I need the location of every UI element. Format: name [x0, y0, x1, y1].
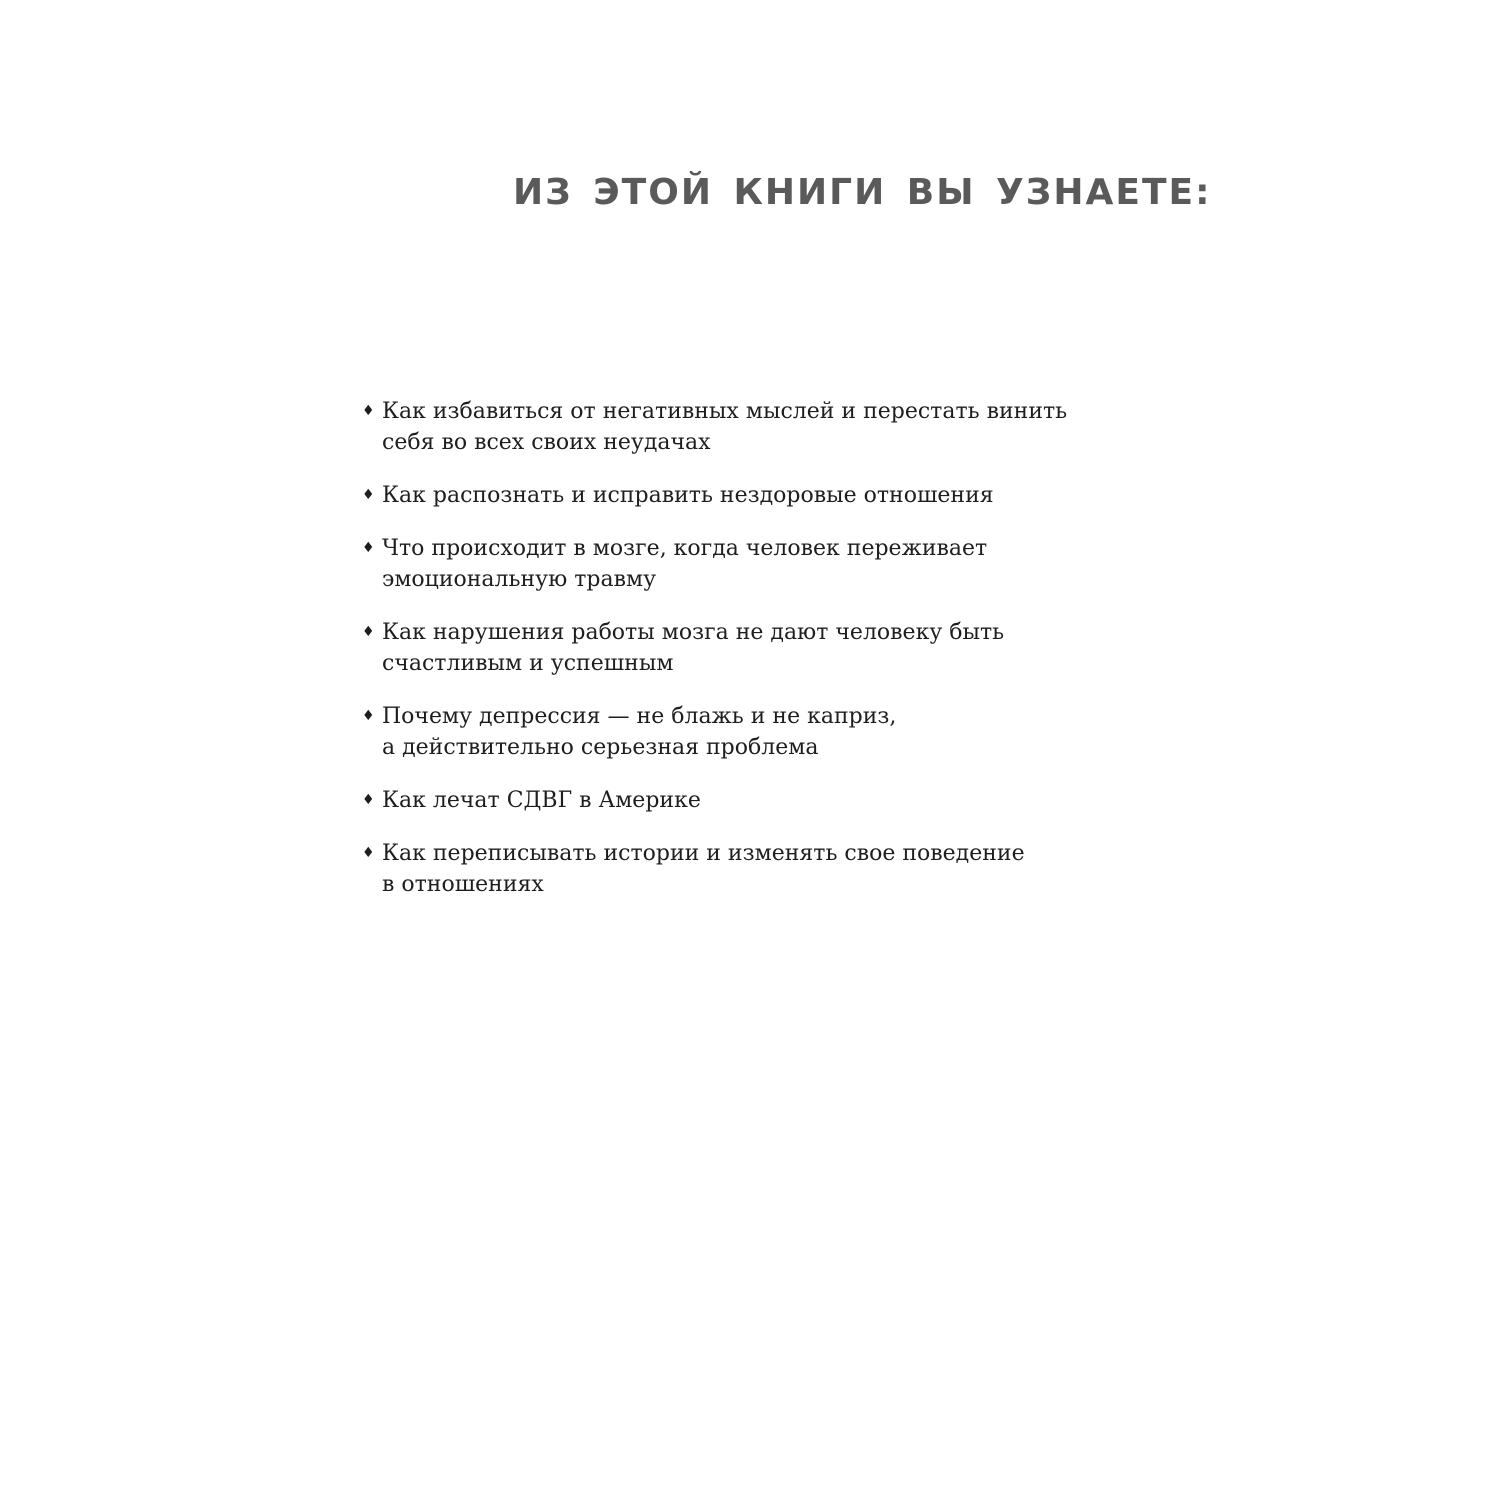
- diamond-bullet-icon: ♦: [362, 792, 375, 808]
- learnings-list: [362, 396, 1122, 922]
- list-item-line: Почему депрессия — не блажь и не каприз,: [382, 704, 897, 729]
- list-item: [362, 617, 1122, 679]
- list-item-line: а действительно серьезная проблема: [382, 735, 819, 760]
- list-item-line: счастливым и успешным: [382, 651, 674, 676]
- list-item: [362, 480, 1122, 511]
- diamond-bullet-icon: ♦: [362, 540, 375, 556]
- list-item-line: Как избавиться от негативных мыслей и перестать винить: [382, 399, 1068, 424]
- diamond-bullet-icon: ♦: [362, 403, 375, 419]
- list-item-line: Как переписывать истории и изменять свое поведение: [382, 841, 1025, 866]
- list-item-line: Как лечат СДВГ в Америке: [382, 788, 701, 813]
- diamond-bullet-icon: ♦: [362, 487, 375, 503]
- diamond-bullet-icon: ♦: [362, 624, 375, 640]
- diamond-bullet-icon: ♦: [362, 708, 375, 724]
- list-item-line: эмоциональную травму: [382, 567, 657, 592]
- list-item: [362, 785, 1122, 816]
- list-item: [362, 396, 1122, 458]
- list-item-line: Что происходит в мозге, когда человек переживает: [382, 536, 988, 561]
- list-item-line: себя во всех своих неудачах: [382, 430, 711, 455]
- list-item: [362, 701, 1122, 763]
- list-item-line: Как нарушения работы мозга не дают человеку быть: [382, 620, 1005, 645]
- page-heading: ИЗ ЭТОЙ КНИГИ ВЫ УЗНАЕТЕ:: [513, 172, 1212, 213]
- list-item: [362, 533, 1122, 595]
- diamond-bullet-icon: ♦: [362, 845, 375, 861]
- list-item-line: Как распознать и исправить нездоровые отношения: [382, 483, 994, 508]
- list-item-line: в отношениях: [382, 872, 544, 897]
- list-item: [362, 838, 1122, 900]
